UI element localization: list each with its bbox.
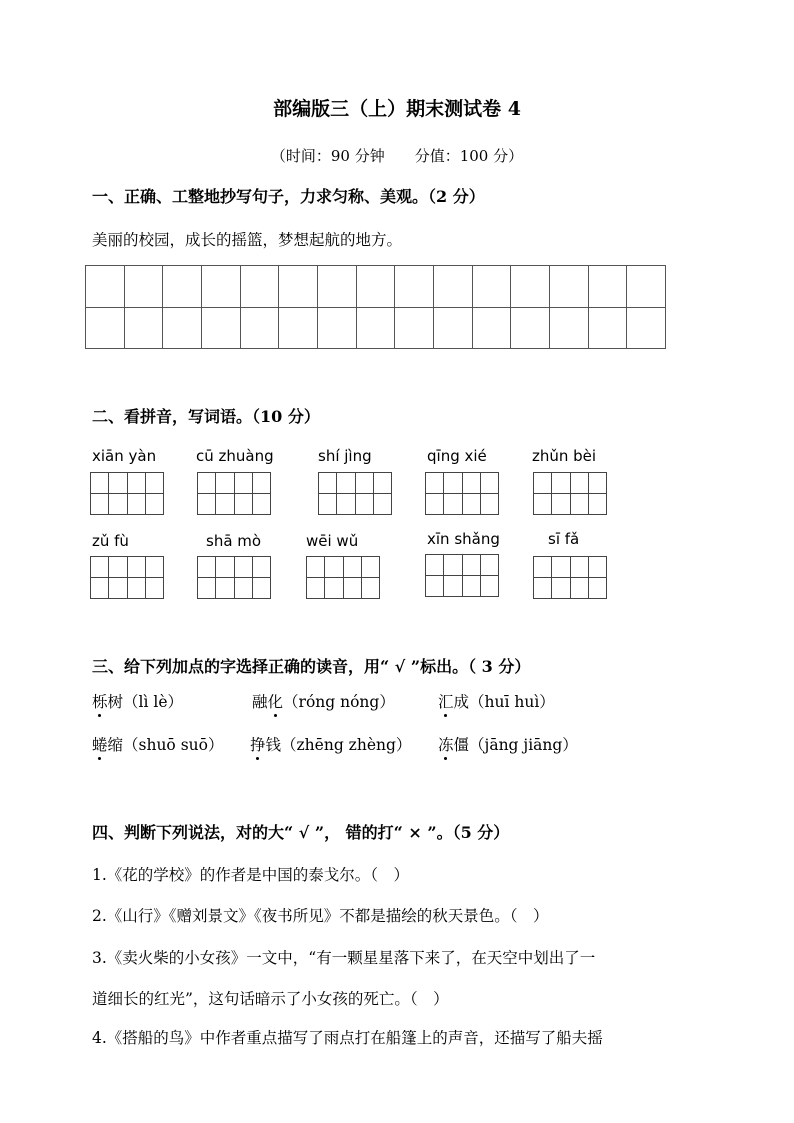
judge-item: 4.《搭船的鸟》中作者重点描写了雨点打在船篷上的声音，还描写了船夫摇: [92, 1029, 603, 1047]
dotted-char: 冻: [438, 733, 454, 755]
answer-box[interactable]: [425, 554, 499, 597]
dotted-char: 栎: [92, 690, 108, 712]
answer-box[interactable]: [197, 472, 271, 515]
answer-box[interactable]: [90, 556, 164, 599]
judge-item: 道细长的红光”，这句话暗示了小女孩的死亡。（ ）: [92, 990, 449, 1008]
dotted-char: 挣: [250, 733, 266, 755]
pinyin-label: xīn shǎng: [427, 530, 500, 548]
page-title: 部编版三（上）期末测试卷 4: [273, 98, 521, 120]
q4-heading: 四、判断下列说法，对的大“ √ ”， 错的打“ × ”。（5 分）: [92, 823, 510, 842]
dotted-char: 化: [268, 690, 284, 712]
pinyin-label: wēi wǔ: [306, 532, 359, 550]
answer-box[interactable]: [90, 472, 164, 515]
choice-text: 钱（zhēng zhèng）: [265, 736, 412, 754]
judge-item: 1.《花的学校》的作者是中国的泰戈尔。（ ）: [92, 866, 410, 884]
exam-info: （时间：90 分钟 分值：100 分）: [270, 147, 524, 165]
choice-text: 融: [252, 693, 268, 711]
answer-box[interactable]: [533, 556, 607, 599]
choice-text: 僵（jāng jiāng）: [453, 736, 578, 754]
dotted-char: 蜷: [92, 733, 108, 755]
reading-choice: [438, 733, 578, 755]
choice-text: 成（huī huì）: [453, 693, 555, 711]
answer-box[interactable]: [533, 472, 607, 515]
q1-heading: 一、正确、工整地抄写句子，力求匀称、美观。（2 分）: [92, 187, 485, 206]
q1-sentence: 美丽的校园，成长的摇篮，梦想起航的地方。: [92, 231, 403, 249]
answer-box[interactable]: [306, 556, 380, 599]
q3-heading: 三、给下列加点的字选择正确的读音，用“ √ ”标出。（ 3 分）: [92, 657, 531, 676]
answer-box[interactable]: [318, 472, 392, 515]
reading-choice: [252, 690, 395, 712]
pinyin-label: qīng xié: [427, 447, 487, 465]
pinyin-label: xiān yàn: [92, 447, 157, 465]
reading-choice: [92, 690, 183, 712]
q2-heading: 二、看拼音，写词语。（10 分）: [92, 407, 320, 426]
reading-choice: [92, 733, 223, 755]
pinyin-label: zǔ fù: [92, 532, 129, 550]
reading-choice: [438, 690, 555, 712]
choice-text: （róng nóng）: [283, 693, 395, 711]
answer-box[interactable]: [197, 556, 271, 599]
pinyin-label: shā mò: [206, 532, 262, 550]
judge-item: 3.《卖火柴的小女孩》一文中，“有一颗星星落下来了，在天空中划出了一: [92, 949, 596, 967]
pinyin-label: sī fǎ: [548, 530, 580, 548]
answer-box[interactable]: [425, 472, 499, 515]
reading-choice: [250, 733, 411, 755]
pinyin-label: cū zhuàng: [196, 447, 274, 465]
pinyin-label: shí jìng: [318, 447, 372, 465]
copy-writing-grid[interactable]: [85, 265, 666, 349]
pinyin-label: zhǔn bèi: [532, 447, 597, 465]
choice-text: 树（lì lè）: [107, 693, 183, 711]
dotted-char: 汇: [438, 690, 454, 712]
judge-item: 2.《山行》《赠刘景文》《夜书所见》不都是描绘的秋天景色。（ ）: [92, 907, 549, 925]
choice-text: 缩（shuō suō）: [107, 736, 224, 754]
